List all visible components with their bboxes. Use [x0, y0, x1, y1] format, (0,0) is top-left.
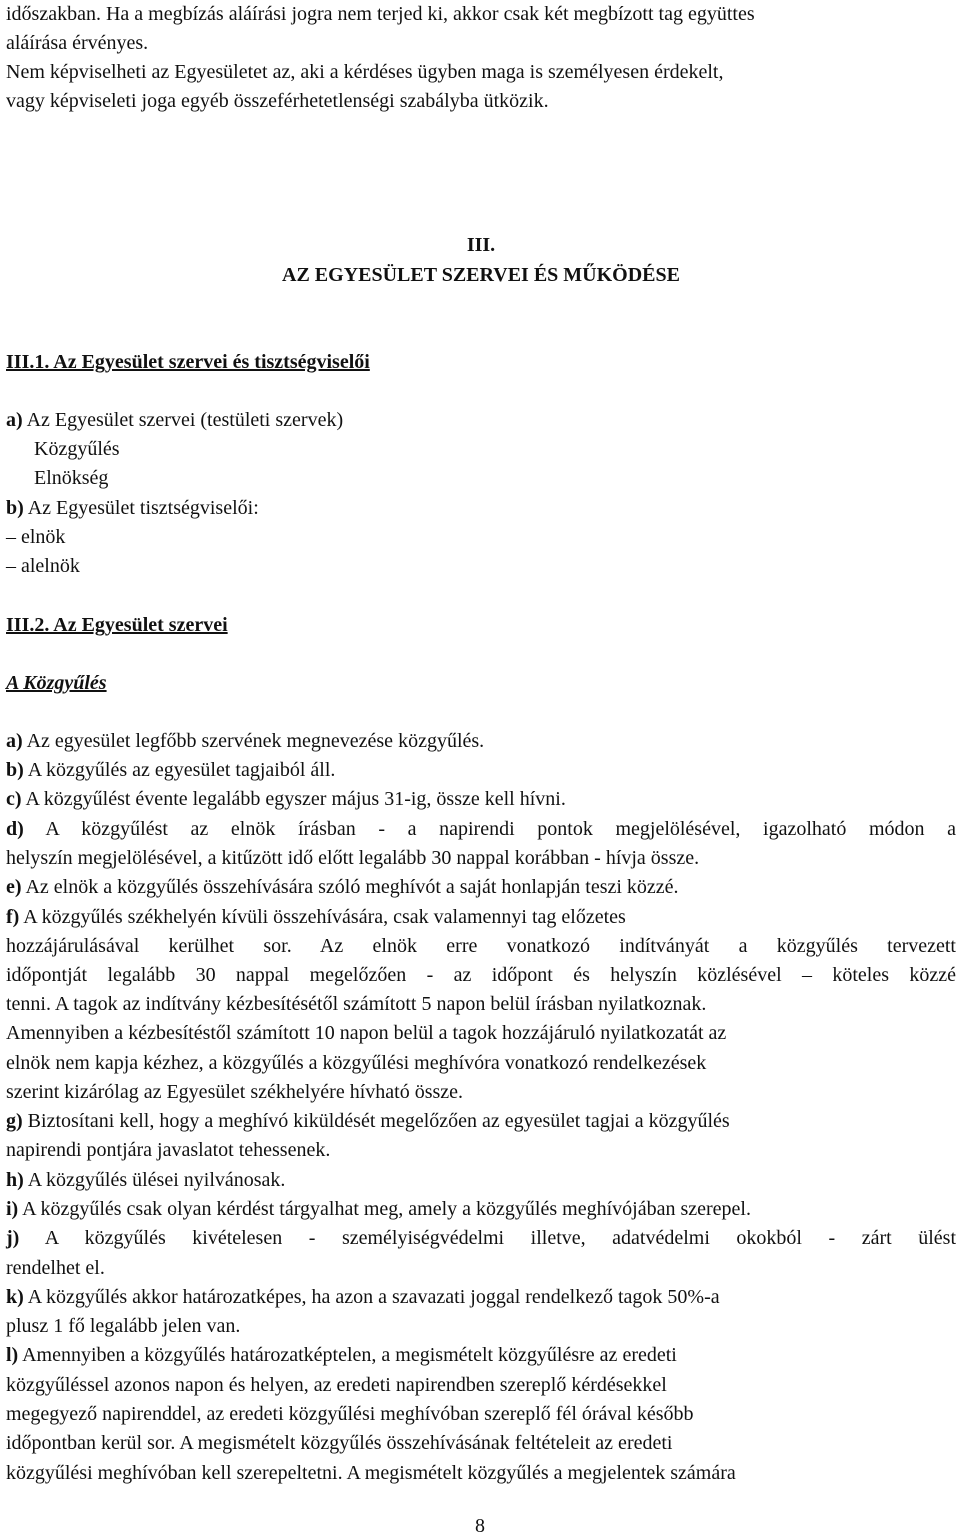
- rule-b: [6, 758, 335, 782]
- subheading-general-assembly: A Közgyűlés: [6, 672, 107, 694]
- item-marker: c): [6, 788, 22, 810]
- rule-f-cont-2: időpontját legalább 30 nappal megelőzően - az időpont és helyszín közlésével – köteles közzé: [6, 964, 956, 986]
- rule-f: [6, 905, 626, 929]
- item-marker: f): [6, 906, 20, 928]
- rule-f-cont-3: tenni. A tagok az indítvány kézbesítésétől számított 5 napon belül írásban nyilatkoznak.: [6, 993, 707, 1015]
- officer-vice-president: – alelnök: [6, 555, 80, 577]
- rule-j-cont: rendelhet el.: [6, 1257, 105, 1279]
- rule-f-cont-1: hozzájárulásával kerülhet sor. Az elnök erre vonatkozó indítványát a közgyűlés tervezett: [6, 935, 956, 957]
- item-marker: a): [6, 409, 23, 431]
- item-marker: b): [6, 497, 24, 519]
- rule-l-cont-2: megegyező napirenddel, az eredeti közgyűlési meghívóban szereplő fél órával később: [6, 1403, 694, 1425]
- officer-president: – elnök: [6, 526, 66, 548]
- rule-i: [6, 1197, 751, 1221]
- intro-line-1: időszakban. Ha a megbízás aláírási jogra nem terjed ki, akkor csak két megbízott tag együttes: [6, 3, 755, 25]
- rule-d-cont: helyszín megjelölésével, a kitűzött idő előtt legalább 30 nappal korábban - hívja össze.: [6, 847, 700, 869]
- rule-f-cont-4: Amennyiben a kézbesítéstől számított 10 napon belül a tagok hozzájáruló nyilatkozatát az: [6, 1022, 727, 1044]
- item-marker: e): [6, 876, 22, 898]
- chapter-number: III.: [466, 234, 496, 256]
- rule-l: [6, 1343, 677, 1367]
- item-text: Az Egyesület tisztségviselői:: [23, 497, 259, 519]
- rule-f-cont-5: elnök nem kapja kézhez, a közgyűlés a közgyűlési meghívóra vonatkozó rendelkezések: [6, 1052, 707, 1074]
- item-marker: a): [6, 730, 23, 752]
- rule-f-cont-6: szerint kizárólag az Egyesület székhelyére hívható össze.: [6, 1081, 464, 1103]
- organs-item-a: [6, 408, 343, 432]
- intro-line-3: Nem képviselheti az Egyesületet az, aki a kérdéses ügyben maga is személyesen érdekelt,: [6, 61, 724, 83]
- section-heading-3-2: III.2. Az Egyesület szervei: [6, 614, 228, 636]
- item-marker: k): [6, 1286, 24, 1308]
- item-marker: h): [6, 1169, 24, 1191]
- officers-item-b: [6, 496, 259, 520]
- item-text: Az Egyesület szervei (testületi szervek): [22, 409, 344, 431]
- item-text: A közgyűlés ülései nyilvánosak.: [23, 1169, 286, 1191]
- rule-d: [6, 817, 956, 841]
- item-text: Amennyiben a közgyűlés határozatképtelen, a megismételt közgyűlésre az eredeti: [18, 1344, 677, 1366]
- rule-k: [6, 1285, 720, 1309]
- item-marker: b): [6, 759, 24, 781]
- rule-a: [6, 729, 484, 753]
- organ-board: Elnökség: [34, 467, 109, 489]
- organ-general-assembly: Közgyűlés: [34, 438, 120, 460]
- intro-line-4: vagy képviseleti joga egyéb összeférhetetlenségi szabályba ütközik.: [6, 90, 549, 112]
- intro-line-2: aláírása érvényes.: [6, 32, 149, 54]
- rule-l-cont-4: közgyűlési meghívóban kell szerepeltetni. A megismételt közgyűlés a megjelentek számára: [6, 1462, 736, 1484]
- item-marker: l): [6, 1344, 19, 1366]
- item-text: A közgyűlést évente legalább egyszer május 31-ig, össze kell hívni.: [21, 788, 566, 810]
- item-marker: i): [6, 1198, 19, 1220]
- rule-h: [6, 1168, 285, 1192]
- rule-l-cont-1: közgyűléssel azonos napon és helyen, az eredeti napirendben szereplő kérdésekkel: [6, 1374, 667, 1396]
- item-text: A közgyűlés székhelyén kívüli összehívására, csak valamennyi tag előzetes: [19, 906, 626, 928]
- item-text: A közgyűlés akkor határozatképes, ha azon a szavazati joggal rendelkező tagok 50%-a: [23, 1286, 720, 1308]
- item-text: Az egyesület legfőbb szervének megnevezése közgyűlés.: [22, 730, 485, 752]
- chapter-title: AZ EGYESÜLET SZERVEI ÉS MŰKÖDÉSE: [282, 264, 680, 286]
- rule-g-cont: napirendi pontjára javaslatot tehessenek.: [6, 1139, 331, 1161]
- item-text: A közgyűlés csak olyan kérdést tárgyalhat meg, amely a közgyűlés meghívójában szerepel.: [18, 1198, 751, 1220]
- item-text: A közgyűlés az egyesület tagjaiból áll.: [23, 759, 336, 781]
- rule-c: [6, 787, 566, 811]
- item-marker: d): [6, 818, 24, 840]
- item-text: A közgyűlés kivételesen - személyiségvédelmi illetve, adatvédelmi okokból - zárt ülést: [19, 1227, 956, 1249]
- item-text: Az elnök a közgyűlés összehívására szóló meghívót a saját honlapján teszi közzé.: [21, 876, 679, 898]
- item-text: A közgyűlést az elnök írásban - a napirendi pontok megjelölésével, igazolható módon a: [23, 818, 956, 840]
- rule-k-cont: plusz 1 fő legalább jelen van.: [6, 1315, 241, 1337]
- rule-g: [6, 1109, 730, 1133]
- item-marker: j): [6, 1227, 20, 1249]
- item-marker: g): [6, 1110, 23, 1132]
- rule-j: [6, 1226, 956, 1250]
- page-number: 8: [475, 1515, 485, 1537]
- rule-l-cont-3: időpontban kerül sor. A megismételt közgyűlés összehívásának feltételeit az eredeti: [6, 1432, 673, 1454]
- rule-e: [6, 875, 679, 899]
- section-heading-3-1: III.1. Az Egyesület szervei és tisztségviselői: [6, 351, 370, 373]
- item-text: Biztosítani kell, hogy a meghívó kiküldését megelőzően az egyesület tagjai a közgyűlés: [22, 1110, 730, 1132]
